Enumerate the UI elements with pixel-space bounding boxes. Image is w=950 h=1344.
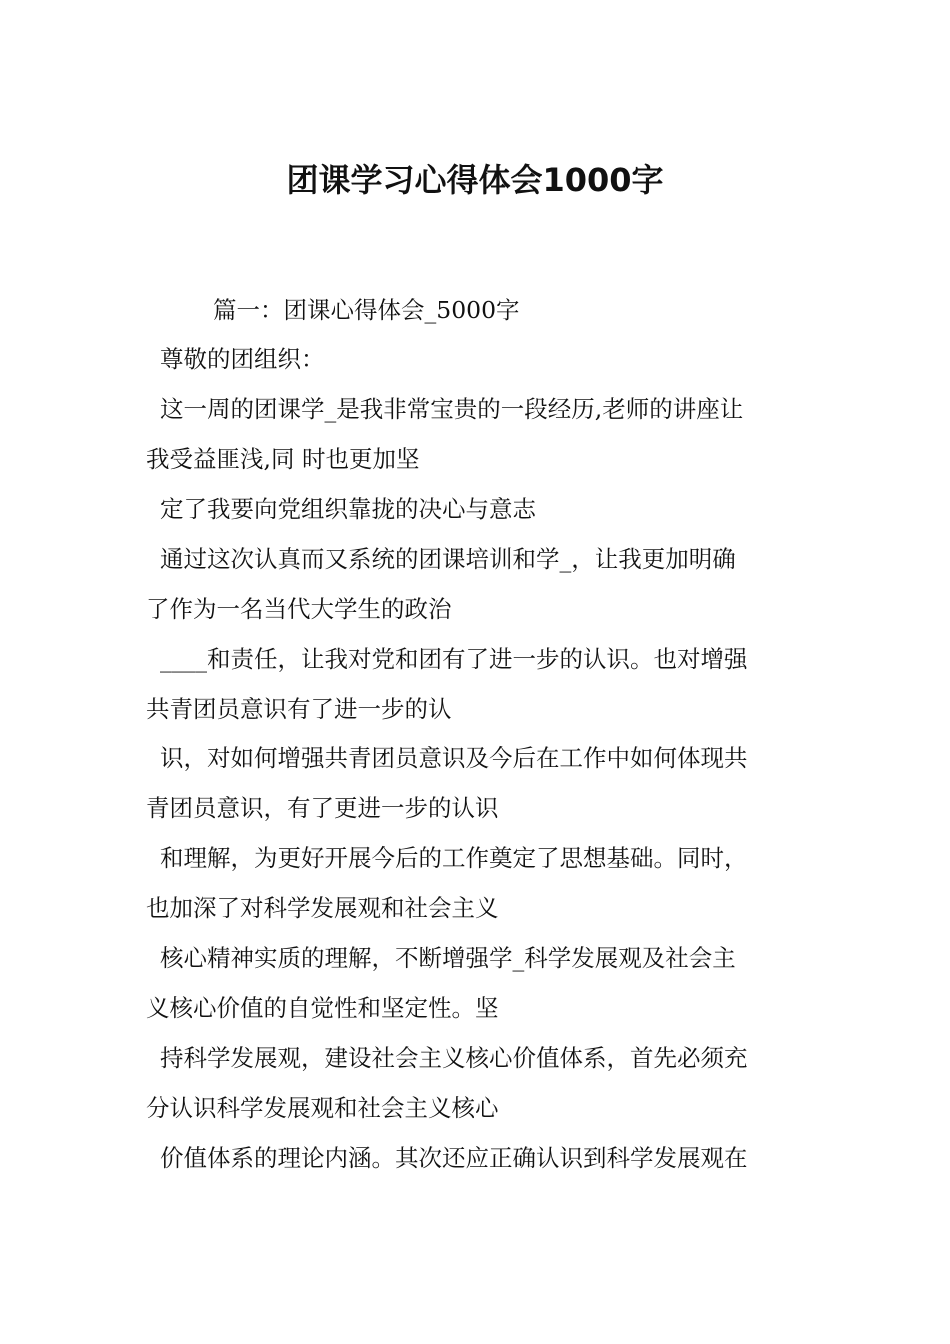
body-line: 定了我要向党组织靠拢的决心与意志 — [160, 495, 536, 523]
body-line: 核心精神实质的理解，不断增强学_科学发展观及社会主 — [160, 944, 736, 972]
body-line: 青团员意识，有了更进一步的认识 — [146, 794, 499, 822]
body-line: 和理解，为更好开展今后的工作奠定了思想基础。同时， — [160, 844, 748, 872]
document-title: 团课学习心得体会1000字 — [286, 161, 664, 199]
body-line: 通过这次认真而又系统的团课培训和学_，让我更加明确 — [160, 545, 736, 573]
body-line: 也加深了对科学发展观和社会主义 — [146, 894, 499, 922]
section-heading: 篇一：团课心得体会_5000字 — [213, 296, 520, 324]
body-line: 这一周的团课学_是我非常宝贵的一段经历,老师的讲座让 — [160, 395, 744, 423]
body-line: 义核心价值的自觉性和坚定性。坚 — [146, 994, 499, 1022]
body-line: 识，对如何增强共青团员意识及今后在工作中如何体现共 — [160, 744, 748, 772]
body-line: 分认识科学发展观和社会主义核心 — [146, 1094, 499, 1122]
body-line: ____和责任，让我对党和团有了进一步的认识。也对增强 — [160, 645, 748, 673]
body-line: 持科学发展观，建设社会主义核心价值体系，首先必须充 — [160, 1044, 748, 1072]
body-line: 我受益匪浅,同 时也更加坚 — [146, 445, 420, 473]
body-line: 价值体系的理论内涵。其次还应正确认识到科学发展观在 — [160, 1144, 748, 1172]
body-line: 共青团员意识有了进一步的认 — [146, 695, 452, 723]
body-line: 了作为一名当代大学生的政治 — [146, 595, 452, 623]
salutation: 尊敬的团组织： — [160, 345, 325, 373]
